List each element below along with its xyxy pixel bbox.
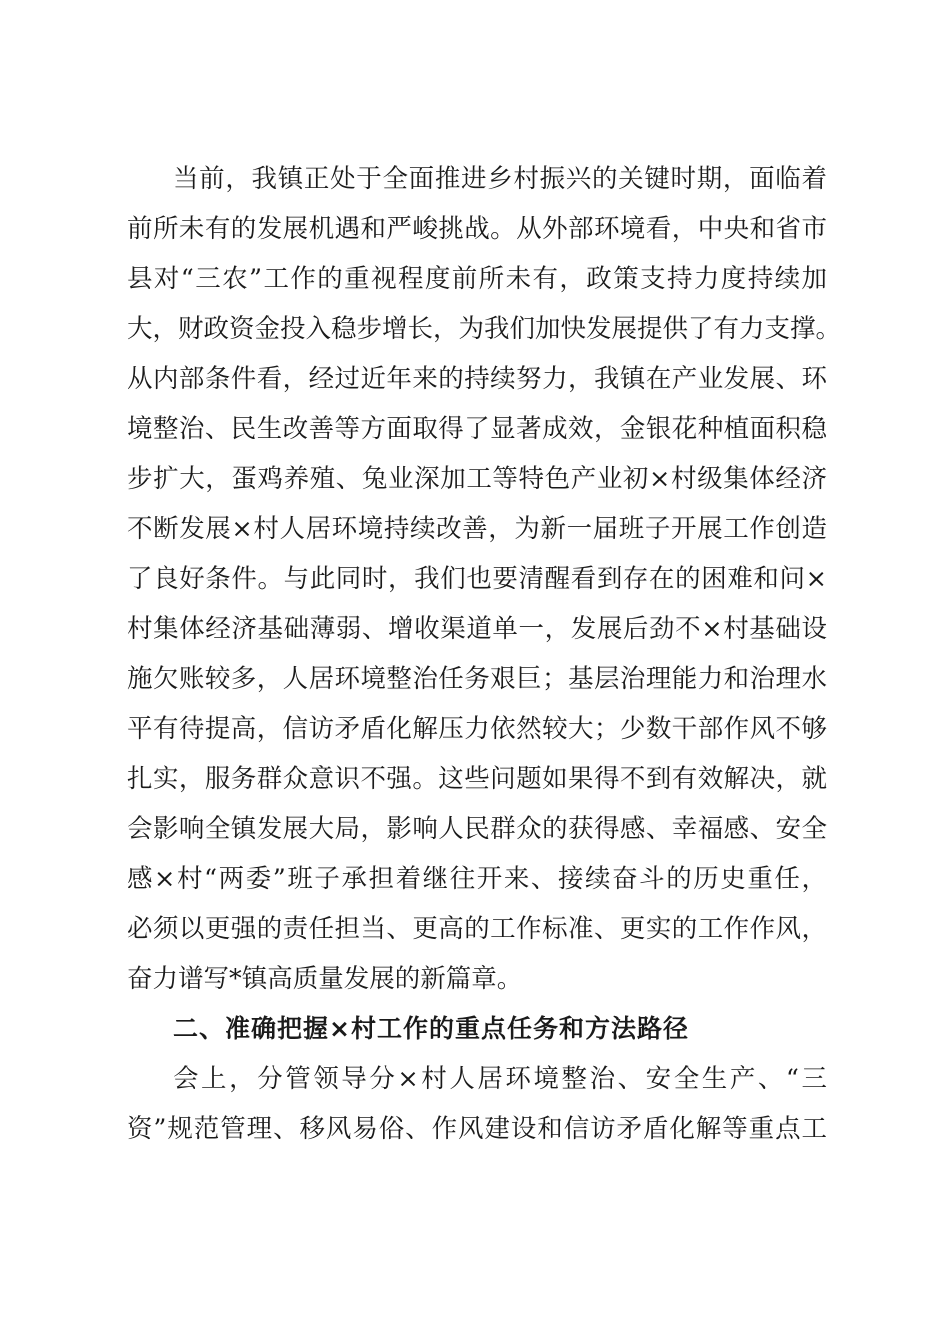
paragraph-line: 会上，分管领导分×村人居环境整治、安全生产、“三 (173, 1064, 827, 1094)
paragraph-line: 不断发展×村人居环境持续改善，为新一届班子开展工作创造 (127, 514, 827, 544)
paragraph-line: 感×村“两委”班子承担着继往开来、接续奋斗的历史重任， (127, 864, 827, 894)
paragraph-line: 大，财政资金投入稳步增长，为我们加快发展提供了有力支撑。 (127, 314, 842, 344)
paragraph-2 (127, 1054, 827, 1154)
paragraph-line: 会影响全镇发展大局，影响人民群众的获得感、幸福感、安全 (127, 814, 827, 844)
paragraph-line: 资”规范管理、移风易俗、作风建设和信访矛盾化解等重点工 (127, 1114, 827, 1144)
paragraph-line: 县对“三农”工作的重视程度前所未有，政策支持力度持续加 (127, 264, 827, 294)
paragraph-1 (127, 154, 842, 1004)
paragraph-line: 了良好条件。与此同时，我们也要清醒看到存在的困难和问× (127, 564, 827, 594)
paragraph-line: 施欠账较多，人居环境整治任务艰巨；基层治理能力和治理水 (127, 664, 827, 694)
section-heading: 二、准确把握×村工作的重点任务和方法路径 (173, 1014, 689, 1043)
paragraph-line: 村集体经济基础薄弱、增收渠道单一，发展后劲不×村基础设 (127, 614, 827, 644)
paragraph-line: 境整治、民生改善等方面取得了显著成效，金银花种植面积稳 (127, 414, 827, 444)
paragraph-line: 平有待提高，信访矛盾化解压力依然较大；少数干部作风不够 (127, 714, 827, 744)
paragraph-line: 步扩大，蛋鸡养殖、兔业深加工等特色产业初×村级集体经济 (127, 464, 827, 494)
paragraph-line: 必须以更强的责任担当、更高的工作标准、更实的工作作风， (127, 914, 827, 944)
paragraph-line: 当前，我镇正处于全面推进乡村振兴的关键时期，面临着 (173, 164, 827, 194)
paragraph-line: 扎实，服务群众意识不强。这些问题如果得不到有效解决，就 (127, 764, 827, 794)
paragraph-line: 奋力谱写*镇高质量发展的新篇章。 (127, 964, 523, 994)
section-heading-block (127, 1004, 827, 1054)
paragraph-line: 从内部条件看，经过近年来的持续努力，我镇在产业发展、环 (127, 364, 827, 394)
paragraph-line: 前所未有的发展机遇和严峻挑战。从外部环境看，中央和省市 (127, 214, 827, 244)
